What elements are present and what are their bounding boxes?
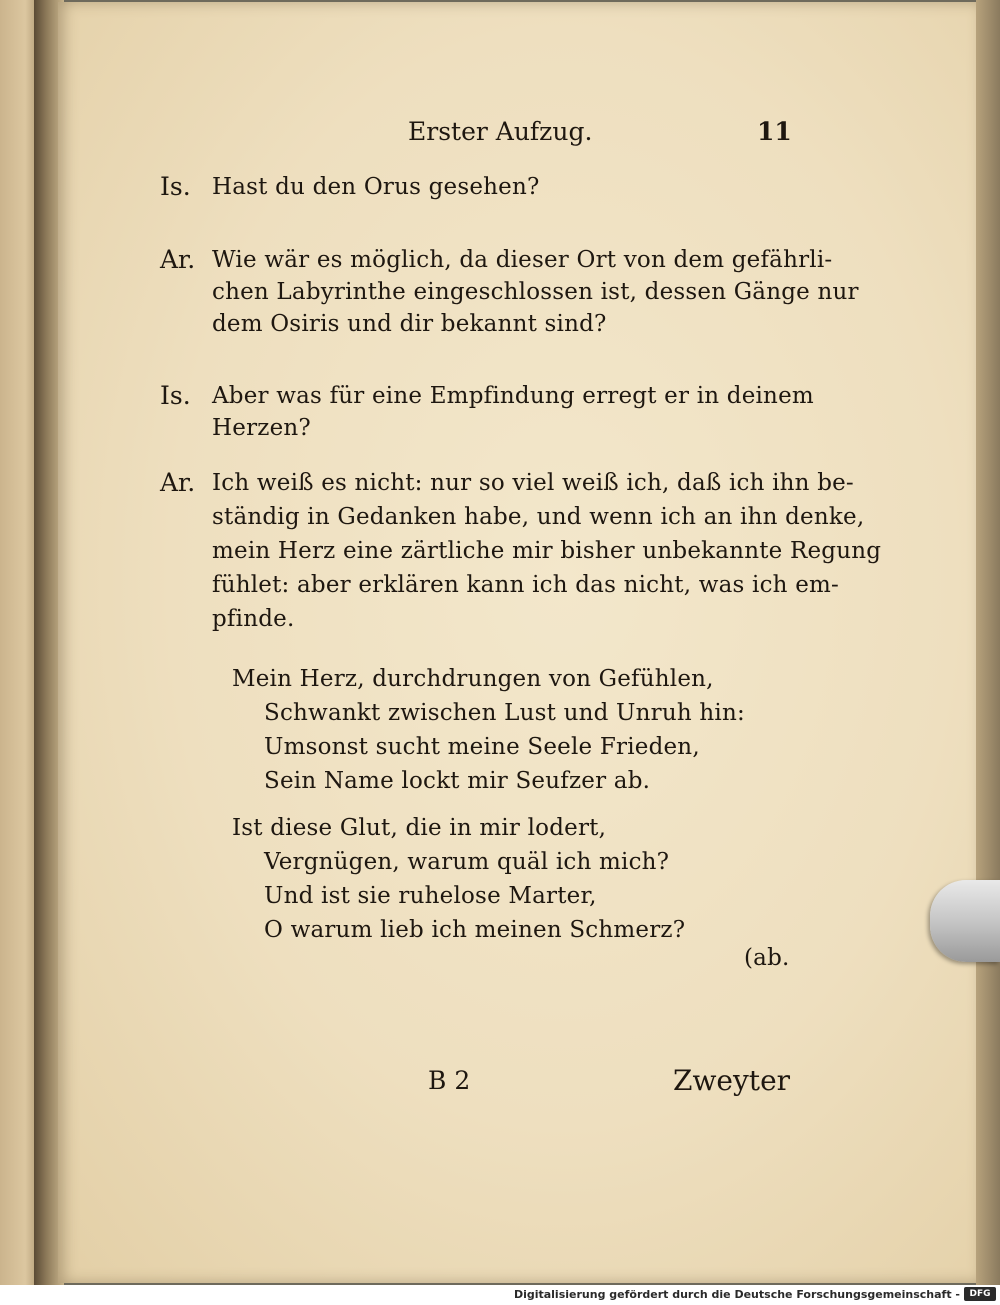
dialogue-line: Ich weiß es nicht: nur so viel weiß ich, daß ich ihn be-: [212, 470, 854, 496]
verse-line: Sein Name lockt mir Seufzer ab.: [264, 768, 651, 794]
verse-line: Umsonst sucht meine Seele Frieden,: [264, 734, 700, 760]
dialogue-line: chen Labyrinthe eingeschlossen ist, dessen Gänge nur: [212, 279, 859, 305]
page-stack-edge: [976, 0, 1000, 1285]
catchword: Zweyter: [673, 1064, 791, 1097]
dialogue-line: Wie wär es möglich, da dieser Ort von dem gefährli-: [212, 247, 833, 273]
funding-notice: Digitalisierung gefördert durch die Deutsche Forschungsgemeinschaft -: [513, 1288, 960, 1301]
dialogue-line: Aber was für eine Empfindung erregt er in deinem: [212, 383, 814, 409]
dialogue-line: ständig in Gedanken habe, und wenn ich an ihn denke,: [212, 504, 865, 530]
stage-direction: (ab.: [744, 945, 790, 971]
speaker-label: Ar.: [160, 468, 196, 497]
verse-line: Ist diese Glut, die in mir lodert,: [232, 815, 607, 841]
dialogue-line: fühlet: aber erklären kann ich das nicht, was ich em-: [212, 572, 839, 598]
dialogue-line: dem Osiris und dir bekannt sind?: [212, 311, 607, 337]
verse-line: O warum lieb ich meinen Schmerz?: [264, 917, 686, 943]
dialogue-line: Herzen?: [212, 415, 311, 441]
verse-line: Vergnügen, warum quäl ich mich?: [264, 849, 670, 875]
page-clip: [930, 880, 1000, 962]
running-title: Erster Aufzug.: [408, 117, 593, 146]
speaker-label: Ar.: [160, 245, 196, 274]
dfg-logo: DFG: [964, 1287, 996, 1301]
verse-line: Schwankt zwischen Lust und Unruh hin:: [264, 700, 745, 726]
dialogue-line: pfinde.: [212, 606, 295, 632]
speaker-label: Is.: [160, 172, 191, 201]
dialogue-line: mein Herz eine zärtliche mir bisher unbekannte Regung: [212, 538, 882, 564]
verse-line: Mein Herz, durchdrungen von Gefühlen,: [232, 666, 714, 692]
verse-line: Und ist sie ruhelose Marter,: [264, 883, 597, 909]
speaker-label: Is.: [160, 381, 191, 410]
page-number: 11: [757, 117, 792, 146]
dialogue-line: Hast du den Orus gesehen?: [212, 174, 540, 200]
signature-mark: B 2: [428, 1066, 471, 1095]
